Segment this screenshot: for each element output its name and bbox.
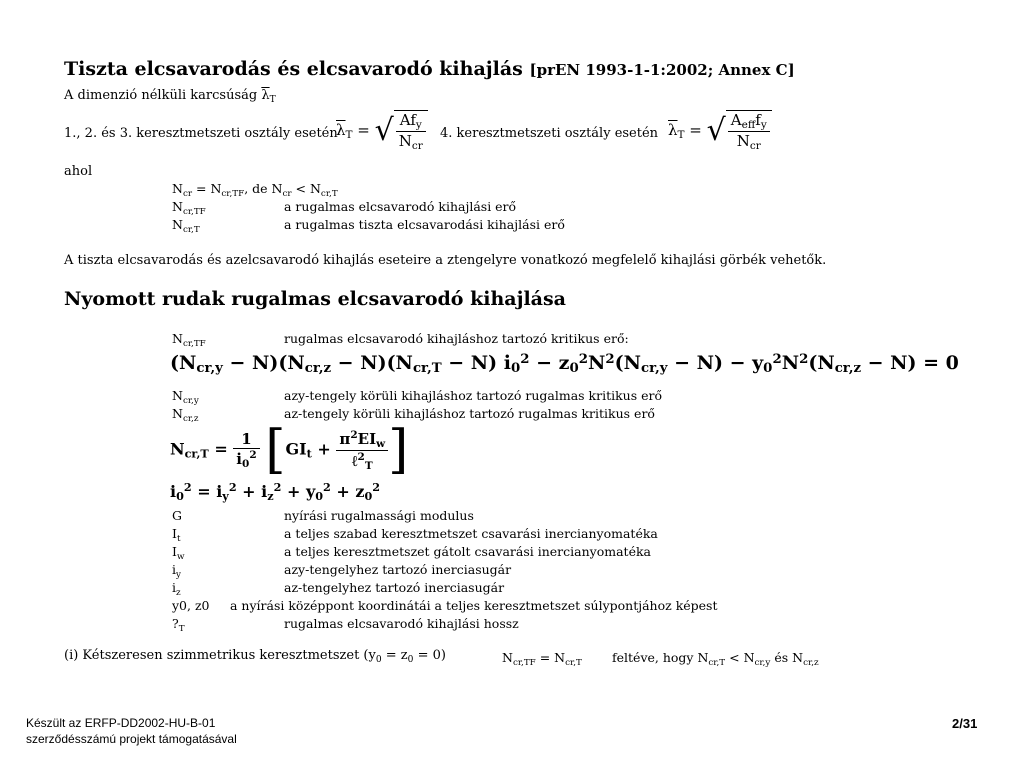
main-equation: $(N_{cr,y} - N)(N_{cr,z} - N)(N_{cr,T} - N) i_0^2 - z_0^2N^2(N_{cr,y} - N) - y_0^2N^2(N_{cr,z} - N) = 0$: [170, 352, 959, 376]
lambda-eq1-symbol: $\overline{\lambda}$: [336, 121, 346, 139]
standard-reference: [prEN 1993-1-1:2002; Annex C]: [529, 61, 795, 79]
def-iz-sym: $i_z$: [172, 580, 181, 598]
def-ncrt-text: a rugalmas tiszta elcsavarodási kihajlási erő: [284, 217, 565, 232]
def-iy-text: azy-tengelyhez tartozó inerciasugár: [284, 562, 512, 577]
def-y0z0-sym: y0, z0: [172, 598, 210, 613]
def-ncrtf-sym: $N_{cr,TF}$: [172, 199, 206, 217]
title-text: Tiszta elcsavarodás és elcsavarodó kihajlás: [64, 58, 523, 80]
case-i-heading: (i) Kétszeresen szimmetrikus keresztmetszet $(y_0 = z_0 = 0)$: [64, 648, 446, 665]
footer-line-2: szerződésszámú projekt támogatásával: [26, 732, 237, 746]
slenderness-intro-text: A dimenzió nélküli karcsúság: [64, 88, 258, 103]
slenderness-intro: [64, 88, 276, 105]
lambda-sub: T: [269, 95, 276, 105]
section-title-flexural-torsional: Nyomott rudak rugalmas elcsavarodó kihajlása: [64, 288, 566, 310]
lambda-symbol: $\overline{\lambda}$: [261, 88, 270, 103]
ncry-text: azy-tengely körüli kihajláshoz tartozó rugalmas kritikus erő: [284, 388, 663, 403]
def-ncr: $N_{cr} = N_{cr,TF}$, de $N_{cr} < N_{cr,T}$: [172, 181, 338, 199]
sqrt-body-1: $\frac{Af_y}{N_{cr}}$: [394, 110, 428, 152]
i0-equation: $i_0^2 = i_y^2 + i_z^2 + y_0^2 + z_0^2$: [170, 480, 381, 503]
sqrt-sign-2: √: [706, 113, 726, 148]
def-iw-sym: $I_w$: [172, 544, 185, 562]
ahol-text: ahol: [64, 164, 93, 179]
def-g-sym: G: [172, 508, 182, 523]
def-it-text: a teljes szabad keresztmetszet csavarási inercianyomatéka: [284, 526, 658, 541]
page-number: 2/31: [952, 716, 978, 731]
def-y0z0-text: a nyírási középpont koordinátái a teljes keresztmetszet súlypontjához képest: [230, 598, 718, 613]
case-i-condition: feltéve, hogy $N_{cr,T} < N_{cr,y}$ és $N_{cr,z}$: [612, 650, 819, 668]
ncrtf-text: rugalmas elcsavarodó kihajláshoz tartozó kritikus erő:: [284, 331, 629, 346]
def-lt-text: rugalmas elcsavarodó kihajlási hossz: [284, 616, 519, 631]
footer-line-1: Készült az ERFP-DD2002-HU-B-01: [26, 716, 216, 730]
def-iw-text: a teljes keresztmetszet gátolt csavarási inercianyomatéka: [284, 544, 651, 559]
ncrt-equation: $N_{cr,T}$ = $\frac{1}{i_0^2}$ [$GI_t$ + $\frac{\pi^2EI_w}{\ell^2_T}$ ]: [170, 420, 409, 480]
lambda-eq1-sub: T: [345, 129, 353, 141]
ncry-sym: $N_{cr,y}$: [172, 388, 199, 406]
def-ncrt-sym: $N_{cr,T}$: [172, 217, 200, 235]
def-lt-sym: $?_T$: [172, 616, 185, 634]
buckling-curves-paragraph: A tiszta elcsavarodás és azelcsavarodó kihajlás eseteire a ztengelyre vonatkozó megfelelő kihajlási görbék vehetők.: [64, 253, 827, 268]
ncrz-text: az-tengely körüli kihajláshoz tartozó rugalmas kritikus erő: [284, 406, 655, 421]
lambda-formula-1: $\overline{\lambda}_T$ = √ $\frac{Af_y}{N_{cr}}$: [336, 110, 428, 152]
lambda-formula-2: $\overline{\lambda}_T$ = √ $\frac{A_{eff}f_y}{N_{cr}}$: [668, 110, 772, 152]
ncrtf-sym: $N_{cr,TF}$: [172, 331, 206, 349]
ncrz-sym: $N_{cr,z}$: [172, 406, 199, 424]
section-title-torsion: [64, 58, 795, 80]
case-4-text: 4. keresztmetszeti osztály esetén: [440, 126, 659, 141]
def-iz-text: az-tengelyhez tartozó inerciasugár: [284, 580, 505, 595]
case-123-text: 1., 2. és 3. keresztmetszeti osztály esetén: [64, 126, 338, 141]
lambda-eq2-symbol: $\overline{\lambda}$: [668, 121, 678, 139]
def-iy-sym: $i_y$: [172, 562, 181, 580]
def-it-sym: $I_t$: [172, 526, 181, 544]
def-g-text: nyírási rugalmassági modulus: [284, 508, 474, 523]
sqrt-sign-1: √: [374, 113, 394, 148]
case-i-ncrtf: $N_{cr,TF} = N_{cr,T}$: [502, 650, 582, 668]
sqrt-body-2: $\frac{A_{eff}f_y}{N_{cr}}$: [726, 110, 772, 152]
def-ncrtf-text: a rugalmas elcsavarodó kihajlási erő: [284, 199, 517, 214]
lambda-eq2-sub: T: [677, 129, 685, 141]
